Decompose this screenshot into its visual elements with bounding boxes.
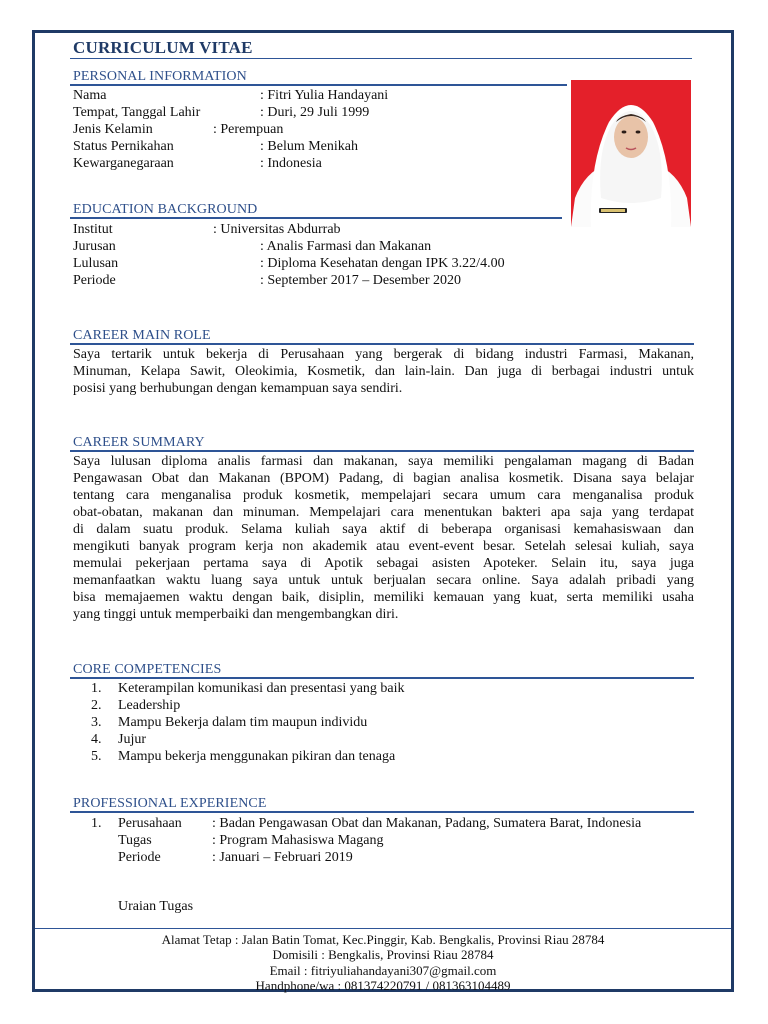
document-title: CURRICULUM VITAE [73, 38, 253, 57]
personal-info-heading: PERSONAL INFORMATION [73, 69, 247, 84]
paragraph-line: posisi yang berhubungan dengan kemampuan saya sendiri. [73, 381, 403, 396]
field-value: : Indonesia [260, 156, 322, 171]
field-label: Tempat, Tanggal Lahir [73, 105, 201, 120]
paragraph-line: mengikuti banyak program kerja non akademik atau event-event besar. Setelah selesai kuliah, saya [73, 539, 694, 554]
paragraph-line: bisa memajaemen waktu dengan baik, disiplin, memiliki kemauan yang kuat, serta memiliki usaha [73, 590, 694, 605]
list-item: Mampu bekerja menggunakan pikiran dan tenaga [118, 749, 396, 764]
list-item: Keterampilan komunikasi dan presentasi yang baik [118, 681, 405, 696]
field-value: : Perempuan [213, 122, 284, 137]
field-value: : September 2017 – Desember 2020 [260, 273, 462, 288]
list-item: Jujur [118, 732, 146, 747]
paragraph-line: memulai pekerjaan pertama saya di Apotik sebagai asisten Apoteker. Selain itu, saya juga [73, 556, 694, 571]
competencies-divider [70, 677, 694, 679]
paragraph-line: memanfaatkan waktu luang saya untuk untuk berjualan secara online. Saya adalah pribadi yang [73, 573, 694, 588]
field-label: Lulusan [73, 256, 119, 271]
field-value: : Belum Menikah [260, 139, 358, 154]
list-number: 3. [91, 715, 102, 730]
list-item: Leadership [118, 698, 181, 713]
list-number: 2. [91, 698, 102, 713]
education-heading: EDUCATION BACKGROUND [73, 202, 258, 217]
career-role-divider [70, 343, 694, 345]
field-value: : Januari – Februari 2019 [212, 850, 353, 865]
field-value: : Diploma Kesehatan dengan IPK 3.22/4.00 [260, 256, 505, 271]
footer-divider [35, 928, 731, 929]
paragraph-line: di dalam suatu produk. Selama kuliah saya aktif di beberapa organisasi kemahasiswaan dan [73, 522, 694, 537]
paragraph-line: Pengawasan Obat dan Makanan (BPOM) Padang, di bagian analisa kosmetik. Disana saya belajar [73, 471, 694, 486]
footer-phone: Handphone/wa : 081374220791 / 081363104489 [255, 978, 511, 993]
list-number: 1. [91, 681, 102, 696]
field-label: Jurusan [73, 239, 116, 254]
field-value: : Universitas Abdurrab [213, 222, 341, 237]
field-value: : Duri, 29 Juli 1999 [260, 105, 370, 120]
career-summary-heading: CAREER SUMMARY [73, 435, 205, 450]
portrait-illustration [571, 80, 691, 227]
footer-address: Alamat Tetap : Jalan Batin Tomat, Kec.Pinggir, Kab. Bengkalis, Provinsi Riau 28784 [161, 932, 605, 947]
experience-heading: PROFESSIONAL EXPERIENCE [73, 796, 267, 811]
tasks-label: Uraian Tugas [118, 899, 194, 914]
career-summary-divider [70, 450, 694, 452]
profile-photo [571, 80, 691, 227]
education-divider [70, 217, 562, 219]
field-value: : Program Mahasiswa Magang [212, 833, 384, 848]
paragraph-line: Minuman, Kelapa Sawit, Oleokimia, Kosmetik, dan lain-lain. Dan juga di berbagai industri untuk [73, 364, 694, 379]
list-number: 4. [91, 732, 102, 747]
field-label: Kewarganegaraan [73, 156, 174, 171]
competencies-heading: CORE COMPETENCIES [73, 662, 222, 677]
field-label: Jenis Kelamin [73, 122, 153, 137]
footer-domicile: Domisili : Bengkalis, Provinsi Riau 28784 [272, 947, 494, 962]
list-number: 1. [91, 816, 102, 831]
field-label: Institut [73, 222, 113, 237]
experience-divider [70, 811, 694, 813]
paragraph-line: Saya tertarik untuk bekerja di Perusahaan yang bergerak di bidang industri Farmasi, Makanan, [73, 347, 694, 362]
field-value: : Badan Pengawasan Obat dan Makanan, Padang, Sumatera Barat, Indonesia [212, 816, 642, 831]
field-label: Tugas [118, 833, 152, 848]
paragraph-line: Saya lulusan diploma analis farmasi dan makanan, saya memiliki pengalaman magang di Badan [73, 454, 694, 469]
career-role-paragraph [73, 346, 694, 397]
paragraph-line: tentang cara menganalisa produk kosmetik, mempelajari secara umum cara menganalisa produk [73, 488, 694, 503]
field-label: Perusahaan [118, 816, 182, 831]
career-summary-paragraph [73, 453, 694, 623]
title-divider [70, 58, 692, 59]
field-label: Nama [73, 88, 107, 103]
footer-email: Email : fitriyuliahandayani307@gmail.com [269, 963, 497, 978]
paragraph-line: yang tinggi untuk memperbaiki dan mengembangkan diri. [73, 607, 399, 622]
list-number: 5. [91, 749, 102, 764]
career-role-heading: CAREER MAIN ROLE [73, 328, 211, 343]
field-value: : Analis Farmasi dan Makanan [260, 239, 432, 254]
list-item: Mampu Bekerja dalam tim maupun individu [118, 715, 368, 730]
field-label: Periode [118, 850, 161, 865]
field-label: Periode [73, 273, 116, 288]
paragraph-line: obat-obatan, makanan dan minuman. Mempelajari cara menentukan bakteri apa saja yang terdapat [73, 505, 694, 520]
field-value: : Fitri Yulia Handayani [260, 88, 389, 103]
field-label: Status Pernikahan [73, 139, 174, 154]
personal-info-divider [70, 84, 567, 86]
